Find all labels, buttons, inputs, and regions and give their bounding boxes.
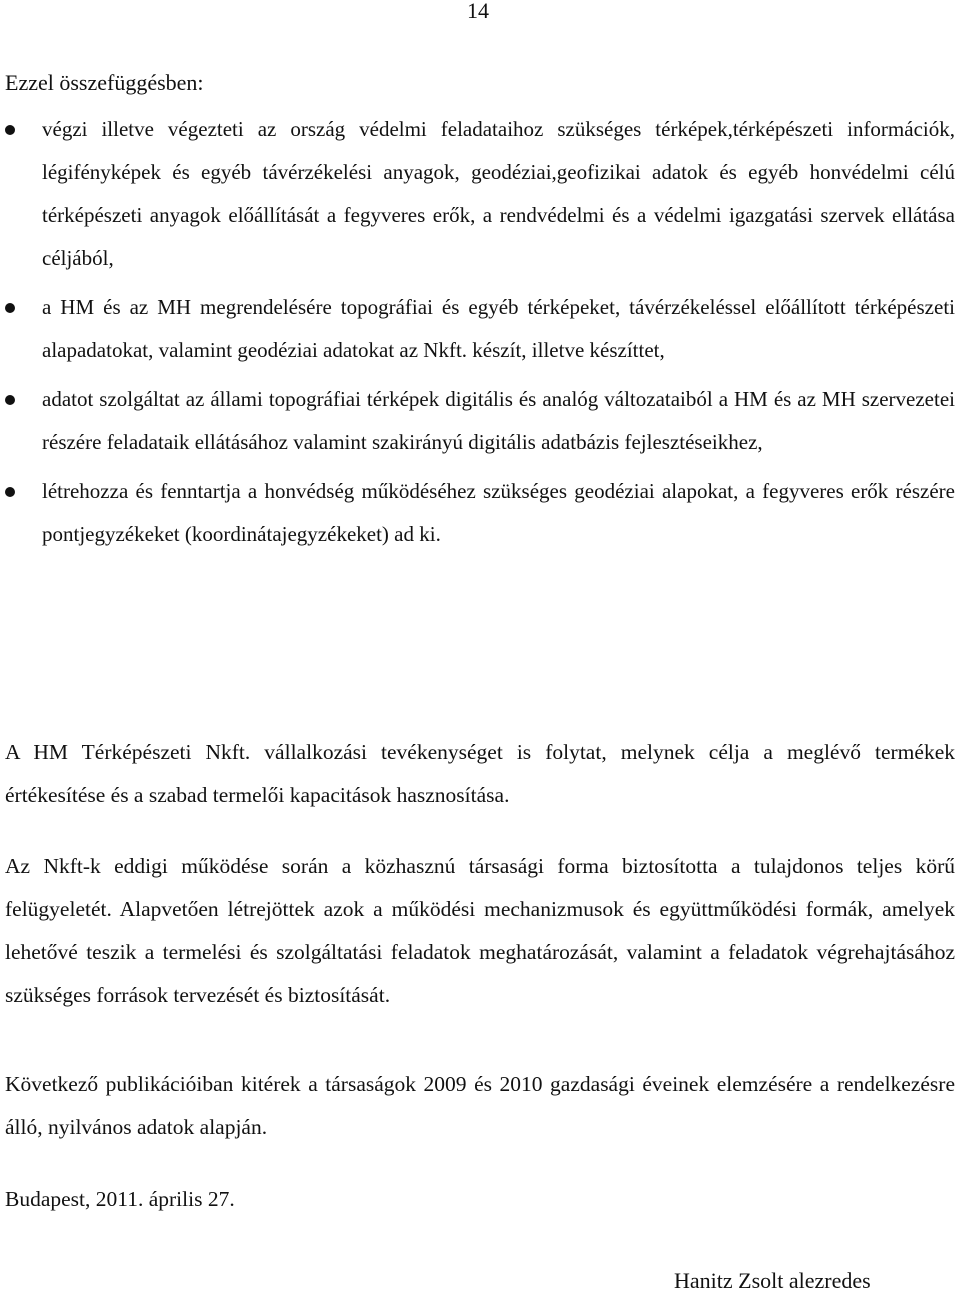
bullet-text: végzi illetve végezteti az ország védelmi feladataihoz szükséges térképek,térképészeti információk, légifényképek és egyéb távérzékelési anyagok, geodéziai,geofizikai adatok és egyéb honvédelmi célú térképészeti anyagok előállítását a fegyveres erők, a rendvédelmi és a védelmi igazgatási szervek ellátása céljából, [42, 117, 955, 270]
intro-line: Ezzel összefüggésben: [5, 70, 204, 95]
bullet-dot-icon [5, 125, 15, 135]
bullet-dot-icon [5, 487, 15, 497]
bullet-text: adatot szolgáltat az állami topográfiai térképek digitális és analóg változataiból a HM és az MH szervezetei részére feladataik ellátásához valamint szakirányú digitális adatbázis fejlesztéseikhez, [42, 387, 955, 454]
place-date: Budapest, 2011. április 27. [5, 1187, 235, 1211]
bullet-list [0, 108, 960, 562]
bullet-dot-icon [5, 303, 15, 313]
bullet-item [0, 286, 955, 372]
bullet-item [0, 378, 955, 464]
bullet-text: létrehozza és fenntartja a honvédség működéséhez szükséges geodéziai alapokat, a fegyveres erők részére pontjegyzékeket (koordinátajegyzékeket) ad ki. [42, 479, 955, 546]
paragraph-next-publications: Következő publikációiban kitérek a társaságok 2009 és 2010 gazdasági éveinek elemzésére a rendelkezésre álló, nyilvános adatok alapján. [5, 1072, 955, 1139]
signature: Hanitz Zsolt alezredes [674, 1268, 871, 1293]
bullet-dot-icon [5, 395, 15, 405]
bullet-item [0, 470, 955, 556]
paragraph-operations: Az Nkft-k eddigi működése során a közhasznú társasági forma biztosította a tulajdonos teljes körű felügyeletét. Alapvetően létrejöttek azok a működési mechanizmusok és együttműködési formák, amelyek lehetővé teszik a termelési és szolgáltatási feladatok meghatározását, valamint a feladatok végrehajtásához szükséges források tervezését és biztosítását. [5, 854, 955, 1007]
paragraph-business-activity: A HM Térképészeti Nkft. vállalkozási tevékenységet is folytat, melynek célja a meglévő termékek értékesítése és a szabad termelői kapacitások hasznosítása. [5, 740, 955, 807]
bullet-text: a HM és az MH megrendelésére topográfiai és egyéb térképeket, távérzékeléssel előállított térképészeti alapadatokat, valamint geodéziai adatokat az Nkft. készít, illetve készíttet, [42, 295, 955, 362]
bullet-item [0, 108, 955, 280]
page-number: 14 [467, 0, 489, 23]
